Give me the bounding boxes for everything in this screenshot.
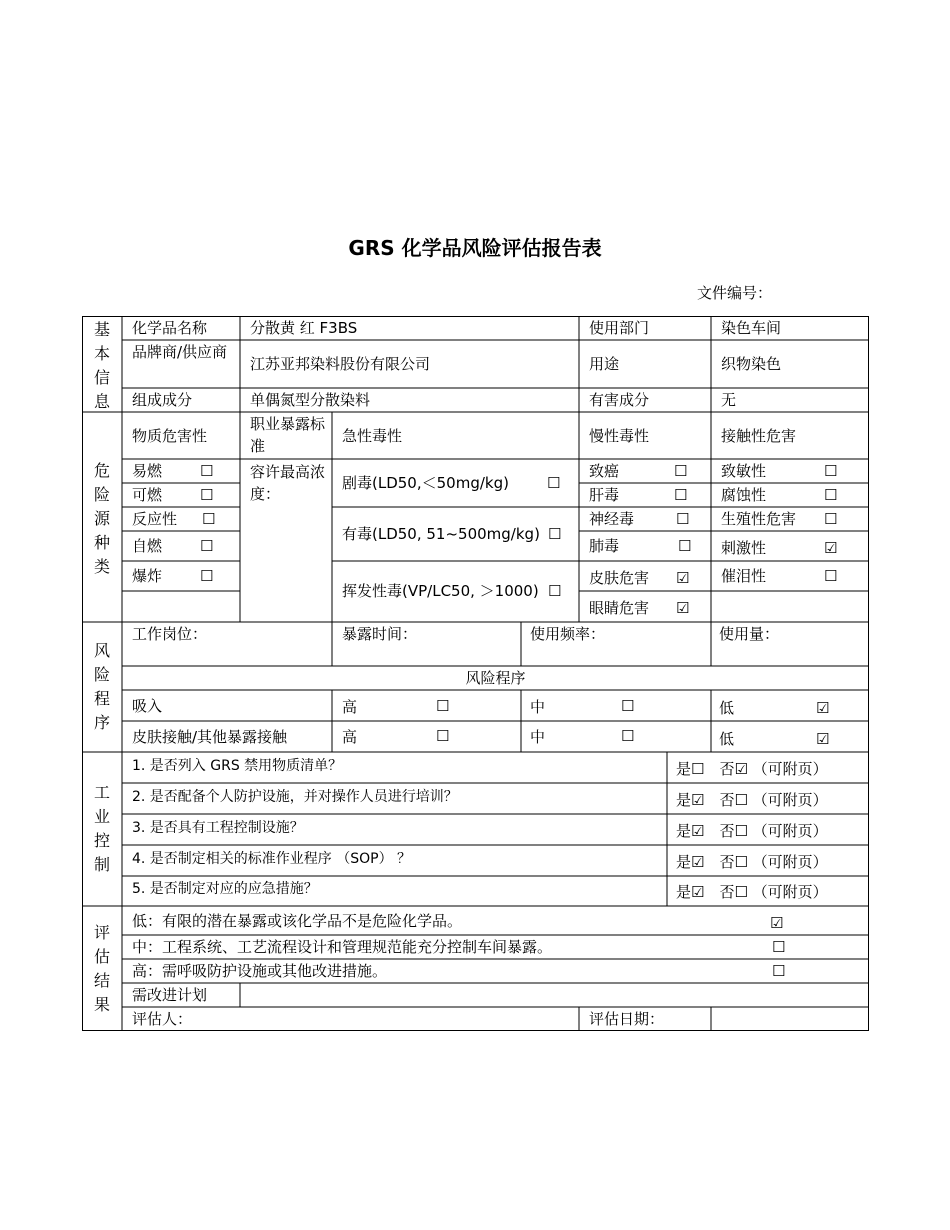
contact-item-label: 刺激性 <box>721 539 767 557</box>
exposure-time-label: 暴露时间： <box>342 625 418 643</box>
control-question: 4. 是否制定相关的标准作业程序 （SOP） ？ <box>132 851 412 867</box>
harmful-label: 有害成分 <box>589 391 650 409</box>
high-checkbox[interactable]: ☐ <box>436 697 450 715</box>
acute-toxicity-header: 急性毒性 <box>342 427 403 445</box>
chronic-item-label: 神经毒 <box>589 510 635 528</box>
contact-item-checkbox[interactable]: ☑ <box>824 539 838 557</box>
result-option-label: 中：工程系统、工艺流程设计和管理规范能充分控制车间暴露。 <box>132 938 553 956</box>
risk-program-header: 风险程序 <box>465 669 526 687</box>
chronic-item-checkbox[interactable]: ☐ <box>674 462 688 480</box>
result-option-checkbox[interactable]: ☑ <box>770 914 784 932</box>
physical-item-label: 反应性 <box>132 510 178 528</box>
mid-label: 中 <box>530 728 546 746</box>
high-checkbox[interactable]: ☐ <box>436 727 450 745</box>
mid-label: 中 <box>530 698 546 716</box>
department-value: 染色车间 <box>721 319 782 337</box>
result-option-checkbox[interactable]: ☐ <box>772 938 786 956</box>
result-option-label: 高：需呼吸防护设施或其他改进措施。 <box>132 962 388 980</box>
route-label: 吸入 <box>132 697 163 715</box>
composition-label: 组成成分 <box>132 391 193 409</box>
physical-item-checkbox[interactable]: ☐ <box>202 510 216 528</box>
section-basic-info: 基本信息 <box>93 320 110 411</box>
chronic-item-label: 肺毒 <box>589 537 620 555</box>
use-amount-label: 使用量： <box>719 625 780 643</box>
work-post-label: 工作岗位： <box>132 625 208 643</box>
acute-item-checkbox[interactable]: ☐ <box>547 474 561 492</box>
department-label: 使用部门 <box>589 319 650 337</box>
chronic-item-checkbox[interactable]: ☐ <box>676 510 690 528</box>
contact-item-label: 致敏性 <box>721 462 767 480</box>
assessment-table <box>82 316 869 1031</box>
contact-item-checkbox[interactable]: ☐ <box>824 510 838 528</box>
section-control: 工业控制 <box>93 783 110 874</box>
low-checkbox[interactable]: ☑ <box>816 699 830 717</box>
chronic-item-label: 眼睛危害 <box>589 599 650 617</box>
mid-checkbox[interactable]: ☐ <box>621 727 635 745</box>
control-question: 2. 是否配备个人防护设施，并对操作人员进行培训？ <box>132 789 458 805</box>
chronic-item-label: 皮肤危害 <box>589 569 650 587</box>
acute-item-checkbox[interactable]: ☐ <box>548 582 562 600</box>
physical-item-label: 可燃 <box>132 486 163 504</box>
result-option-checkbox[interactable]: ☐ <box>772 962 786 980</box>
acute-item-label: 有毒(LD50, 51~500mg/kg) <box>342 525 540 543</box>
physical-item-checkbox[interactable]: ☐ <box>200 462 214 480</box>
chemical-name-value: 分散黄 红 F3BS <box>250 319 358 337</box>
section-result: 评估结果 <box>93 923 110 1014</box>
low-checkbox[interactable]: ☑ <box>816 730 830 748</box>
doc-number-label: 文件编号： <box>697 284 773 302</box>
physical-item-checkbox[interactable]: ☐ <box>200 567 214 585</box>
control-answer: 是☑ 否☐ （可附页） <box>676 791 828 809</box>
low-label: 低 <box>719 730 735 748</box>
control-answer: 是☐ 否☑ （可附页） <box>676 760 828 778</box>
control-answer: 是☑ 否☐ （可附页） <box>676 853 828 871</box>
chronic-toxicity-header: 慢性毒性 <box>589 427 650 445</box>
use-frequency-label: 使用频率： <box>530 625 606 643</box>
section-hazard: 危险源种类 <box>93 461 110 576</box>
composition-value: 单偶氮型分散染料 <box>250 391 371 409</box>
low-label: 低 <box>719 699 735 717</box>
route-label: 皮肤接触/其他暴露接触 <box>132 728 288 746</box>
high-label: 高 <box>342 698 358 716</box>
use-label: 用途 <box>589 355 620 373</box>
chronic-item-label: 致癌 <box>589 462 620 480</box>
physical-item-checkbox[interactable]: ☐ <box>200 537 214 555</box>
control-answer: 是☑ 否☐ （可附页） <box>676 883 828 901</box>
section-risk: 风险程序 <box>93 641 110 732</box>
chemical-name-label: 化学品名称 <box>132 319 208 337</box>
contact-item-checkbox[interactable]: ☐ <box>824 567 838 585</box>
contact-item-checkbox[interactable]: ☐ <box>824 462 838 480</box>
control-question: 3. 是否具有工程控制设施？ <box>132 820 304 836</box>
contact-item-label: 催泪性 <box>721 567 767 585</box>
chronic-item-checkbox[interactable]: ☑ <box>676 569 690 587</box>
acute-item-label: 挥发性毒(VP/LC50, ＞1000) <box>342 582 539 600</box>
harmful-value: 无 <box>721 391 737 409</box>
contact-item-label: 腐蚀性 <box>721 486 767 504</box>
physical-item-label: 易燃 <box>132 462 163 480</box>
contact-item-checkbox[interactable]: ☐ <box>824 486 838 504</box>
page-title: GRS 化学品风险评估报告表 <box>348 236 602 260</box>
physical-hazard-header: 物质危害性 <box>132 427 208 445</box>
assessment-date-label: 评估日期： <box>589 1010 665 1028</box>
result-option-label: 低：有限的潜在暴露或该化学品不是危险化学品。 <box>132 912 463 930</box>
contact-hazard-header: 接触性危害 <box>721 427 797 445</box>
contact-item-label: 生殖性危害 <box>721 510 797 528</box>
mid-checkbox[interactable]: ☐ <box>621 697 635 715</box>
control-question: 5. 是否制定对应的应急措施？ <box>132 881 318 897</box>
chronic-item-checkbox[interactable]: ☐ <box>674 486 688 504</box>
physical-item-label: 爆炸 <box>132 567 163 585</box>
assessor-label: 评估人： <box>132 1010 193 1028</box>
acute-item-checkbox[interactable]: ☐ <box>548 525 562 543</box>
brand-value: 江苏亚邦染料股份有限公司 <box>250 355 431 373</box>
brand-label: 品牌商/供应商 <box>132 343 228 361</box>
use-value: 织物染色 <box>721 355 782 373</box>
acute-item-label: 剧毒(LD50,＜50mg/kg) <box>342 474 509 492</box>
chronic-item-label: 肝毒 <box>589 486 620 504</box>
improvement-plan-label: 需改进计划 <box>132 986 208 1004</box>
physical-item-checkbox[interactable]: ☐ <box>200 486 214 504</box>
physical-item-label: 自燃 <box>132 537 163 555</box>
high-label: 高 <box>342 728 358 746</box>
control-answer: 是☑ 否☐ （可附页） <box>676 822 828 840</box>
chronic-item-checkbox[interactable]: ☑ <box>676 599 690 617</box>
chronic-item-checkbox[interactable]: ☐ <box>678 537 692 555</box>
oel-header: 职业暴露标准 <box>250 415 326 455</box>
oel-value: 容许最高浓度： <box>250 463 326 503</box>
control-question: 1. 是否列入 GRS 禁用物质清单？ <box>132 758 343 774</box>
